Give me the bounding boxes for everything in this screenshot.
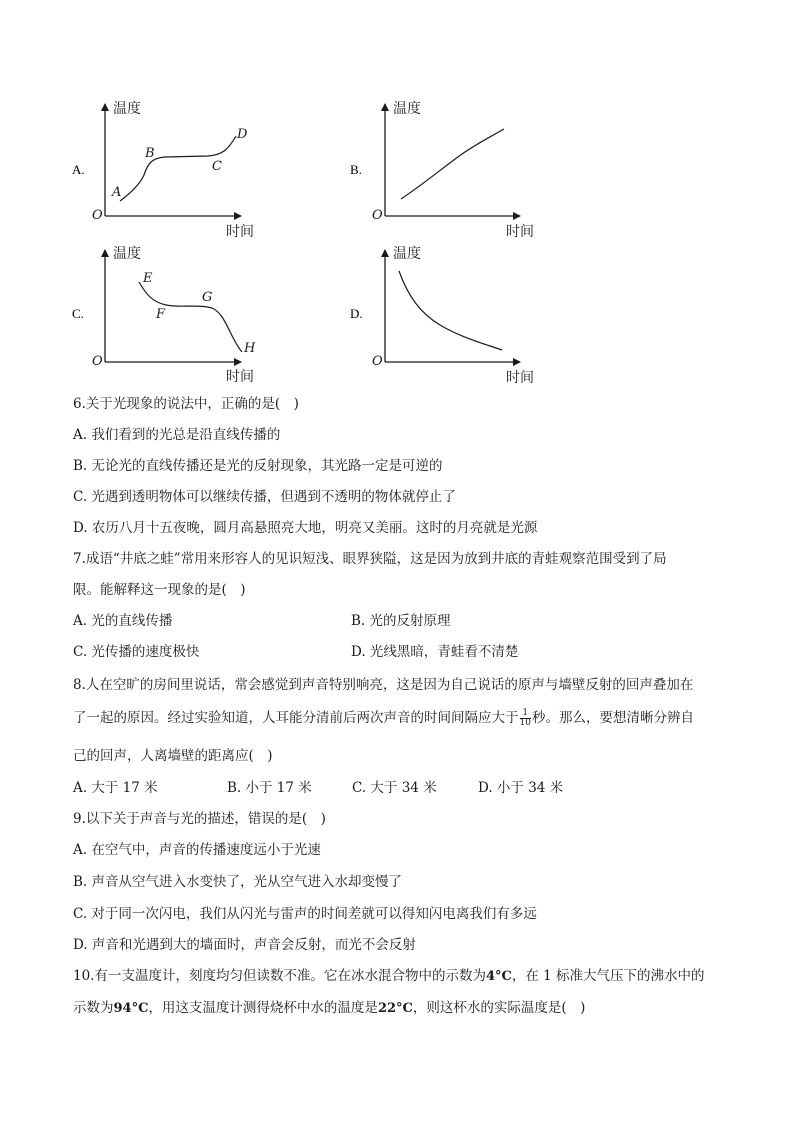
point-g-label: G bbox=[202, 290, 213, 305]
q9-option-d: D. 声音和光遇到大的墙面时，声音会反射，而光不会反射 bbox=[73, 937, 416, 953]
graph-b bbox=[350, 100, 534, 240]
q8-stem-line2-part2: 秒。那么，要想清晰分辨自 bbox=[531, 710, 694, 726]
fraction-numerator: 1 bbox=[520, 709, 531, 719]
origin-label: O bbox=[92, 208, 103, 223]
y-axis-label: 温度 bbox=[113, 101, 141, 117]
q10-stem-line2-part2: ，用这支温度计测得烧杯中水的温度是 bbox=[148, 1000, 378, 1016]
x-axis-label: 时间 bbox=[226, 224, 254, 240]
q7-option-d: D. 光线黑暗，青蛙看不清楚 bbox=[351, 644, 519, 660]
q10-stem-line2-part1: 示数为 bbox=[73, 1000, 114, 1016]
q6-option-a: A. 我们看到的光总是沿直线传播的 bbox=[73, 427, 281, 443]
x-axis-label: 时间 bbox=[226, 369, 254, 385]
graph-a bbox=[72, 100, 254, 240]
y-axis-label: 温度 bbox=[393, 101, 421, 117]
option-a-label: A. bbox=[72, 162, 85, 177]
q6-stem: 6.关于光现象的说法中，正确的是( ) bbox=[73, 396, 299, 412]
q9-option-c: C. 对于同一次闪电，我们从闪光与雷声的时间差就可以得知闪电离我们有多远 bbox=[73, 906, 537, 922]
q7-option-c: C. 光传播的速度极快 bbox=[73, 644, 200, 660]
point-c-label: C bbox=[212, 159, 222, 174]
fraction-denominator: 10 bbox=[519, 718, 531, 728]
curve-d bbox=[399, 271, 502, 350]
temperature-value-3: 22°C bbox=[377, 1001, 413, 1016]
q8-option-a: A. 大于 17 米 bbox=[73, 780, 158, 796]
option-d-label: D. bbox=[350, 306, 363, 321]
q7-stem-line1: 7.成语“井底之蛙”常用来形容人的见识短浅、眼界狭隘，这是因为放到井底的青蛙观察范围受到了局 bbox=[73, 551, 667, 567]
q8-stem-line2-part1: 了一起的原因。经过实验知道，人耳能分清前后两次声音的时间间隔应大于 bbox=[73, 710, 519, 726]
option-b-label: B. bbox=[350, 162, 362, 177]
q8-stem-line1: 8.人在空旷的房间里说话，常会感觉到声音特别响亮，这是因为自己说话的原声与墙壁反射的回声叠加在 bbox=[73, 677, 694, 693]
q7-option-a: A. 光的直线传播 bbox=[73, 613, 173, 629]
q10-stem-line2-part3: ，则这杯水的实际温度是( ) bbox=[412, 1000, 586, 1016]
origin-label: O bbox=[372, 208, 383, 223]
point-e-label: E bbox=[143, 271, 153, 286]
option-c-label: C. bbox=[72, 306, 84, 321]
x-axis-label: 时间 bbox=[506, 224, 534, 240]
graph-options bbox=[0, 0, 794, 390]
q8-option-c: C. 大于 34 米 bbox=[352, 780, 437, 796]
q8-stem-line3: 己的回声，人离墙壁的距离应( ) bbox=[73, 748, 273, 764]
temperature-value-1: 4°C bbox=[485, 969, 512, 984]
q7-option-b: B. 光的反射原理 bbox=[351, 613, 451, 629]
point-f-label: F bbox=[156, 307, 166, 322]
graph-options-figure bbox=[0, 0, 794, 390]
fraction bbox=[520, 709, 531, 728]
curve-b bbox=[401, 129, 504, 199]
q9-option-a: A. 在空气中，声音的传播速度远小于光速 bbox=[73, 842, 321, 858]
q6-option-c: C. 光遇到透明物体可以继续传播，但遇到不透明的物体就停止了 bbox=[73, 489, 456, 505]
q10-stem-line2 bbox=[73, 999, 585, 1018]
y-axis-label: 温度 bbox=[113, 246, 141, 262]
point-b-label: B bbox=[145, 146, 155, 161]
graph-d bbox=[350, 245, 534, 386]
q9-stem: 9.以下关于声音与光的描述，错误的是( ) bbox=[73, 811, 326, 827]
q8-option-d: D. 小于 34 米 bbox=[478, 780, 564, 796]
q9-option-b: B. 声音从空气进入水变快了，光从空气进入水却变慢了 bbox=[73, 874, 403, 890]
point-a-label: A bbox=[112, 185, 122, 200]
q6-option-b: B. 无论光的直线传播还是光的反射现象，其光路一定是可逆的 bbox=[73, 458, 443, 474]
graph-c bbox=[72, 245, 256, 385]
y-axis-label: 温度 bbox=[393, 246, 421, 262]
point-h-label: H bbox=[244, 341, 256, 356]
q7-stem-line2: 限。能解释这一现象的是( ) bbox=[73, 582, 246, 598]
q10-stem-line1-part2: ，在 1 标准大气压下的沸水中的 bbox=[511, 968, 705, 984]
x-axis-label: 时间 bbox=[506, 370, 534, 386]
q6-option-d: D. 农历八月十五夜晚，圆月高悬照亮大地，明亮又美丽。这时的月亮就是光源 bbox=[73, 520, 538, 536]
temperature-value-2: 94°C bbox=[113, 1001, 149, 1016]
q8-stem-line2 bbox=[73, 709, 694, 728]
origin-label: O bbox=[372, 354, 383, 369]
point-d-label: D bbox=[237, 127, 248, 142]
curve-c bbox=[139, 282, 242, 352]
q10-stem-line1 bbox=[73, 967, 705, 986]
q8-option-b: B. 小于 17 米 bbox=[227, 780, 312, 796]
q10-stem-line1-part1: 10.有一支温度计，刻度均匀但读数不准。它在冰水混合物中的示数为 bbox=[73, 968, 486, 984]
origin-label: O bbox=[92, 354, 103, 369]
